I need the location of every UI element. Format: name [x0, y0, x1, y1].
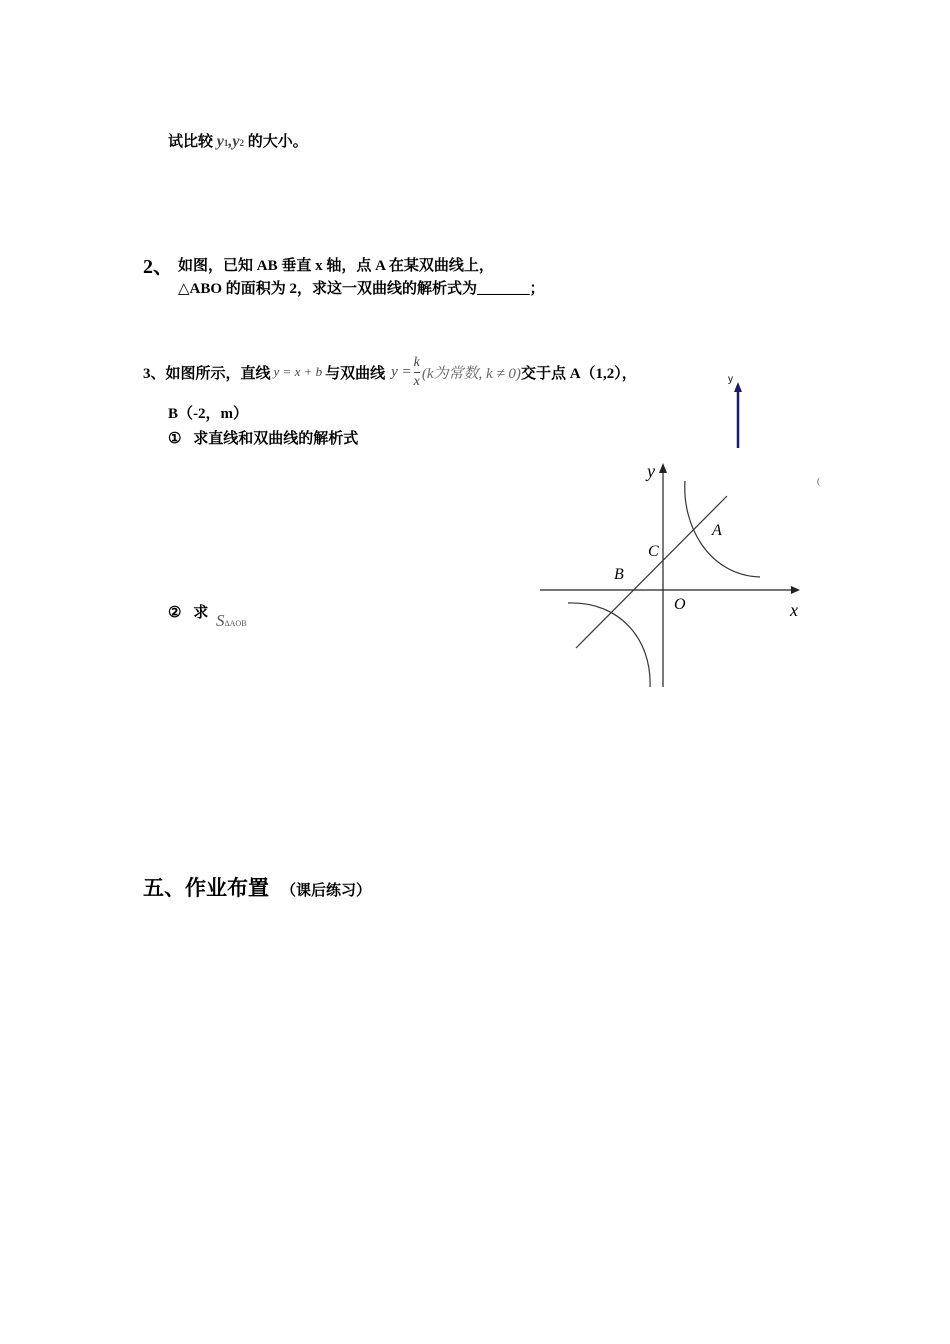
- hyperbola-branch-q1: [685, 481, 760, 577]
- q3-part2: [168, 601, 208, 622]
- q1-prefix: 试比较: [168, 134, 214, 150]
- q2-line1: 如图，已知 AB 垂直 x 轴，点 A 在某双曲线上，: [178, 258, 494, 274]
- q3-frac-bar: [414, 372, 420, 373]
- q3-part2-text: 求: [193, 605, 209, 621]
- q3-frac-numerator: k: [413, 354, 420, 370]
- q2-number: 2、: [143, 256, 173, 278]
- figure-label-y: y: [647, 461, 655, 481]
- q1-comma: ,: [228, 133, 233, 150]
- figure-label-a: A: [712, 522, 722, 539]
- q3-hyperbola-lhs: y =: [391, 363, 412, 380]
- q3-text1: 如图所示，直线: [165, 365, 271, 382]
- stray-arrow: [730, 382, 746, 450]
- q3-part2-marker: ②: [168, 605, 182, 621]
- q3-number: 3、: [143, 365, 166, 382]
- hyperbola-figure: [530, 455, 820, 695]
- q3-area-sub: ΔAOB: [224, 619, 247, 628]
- y-axis-arrow: [659, 463, 667, 473]
- q3-hyperbola-fraction: [414, 356, 420, 389]
- q1-line: [168, 130, 308, 151]
- section5-heading: [143, 872, 371, 902]
- q2-line2: △ABO 的面积为 2，求这一双曲线的解析式为_______；: [178, 281, 545, 297]
- q1-y2-var: y: [232, 133, 240, 150]
- figure-label-x: x: [790, 600, 798, 620]
- stray-arrow-head: [734, 382, 742, 392]
- figure-label-c: C: [648, 543, 659, 560]
- q3-text2: 与双曲线: [325, 365, 386, 382]
- line-graph: [576, 496, 727, 648]
- q1-y2-sub: 2: [239, 138, 244, 148]
- figure-label-o: O: [674, 596, 686, 613]
- stray-paren: (: [817, 476, 820, 486]
- q3-area-s: S: [216, 611, 225, 630]
- q1-suffix: 的大小。: [247, 134, 308, 150]
- stray-y-label: y: [728, 374, 733, 385]
- q3-line2: B（-2，m）: [168, 406, 248, 422]
- q3-part1: [168, 427, 358, 448]
- q3-line1: [143, 352, 637, 392]
- section5-title: 五、作业布置: [143, 876, 269, 900]
- q3-area-expression: [216, 611, 247, 631]
- q3-line-formula: y = x + b: [273, 364, 323, 379]
- q3-hyperbola-condition: (k为常数, k ≠ 0): [421, 365, 521, 382]
- q1-y1-y2-expression: [217, 133, 244, 150]
- q1-y1-var: y: [216, 133, 224, 150]
- q3-part1-text: 求直线和双曲线的解析式: [193, 431, 359, 447]
- q1-y1-sub: 1: [223, 138, 229, 148]
- x-axis-arrow: [791, 586, 800, 594]
- figure-label-b: B: [614, 566, 624, 583]
- section5-subtitle: （课后练习）: [281, 883, 372, 899]
- q3-part1-marker: ①: [168, 431, 182, 447]
- q3-text3: 交于点 A（1,2），: [520, 365, 637, 382]
- q3-frac-denominator: x: [413, 373, 420, 389]
